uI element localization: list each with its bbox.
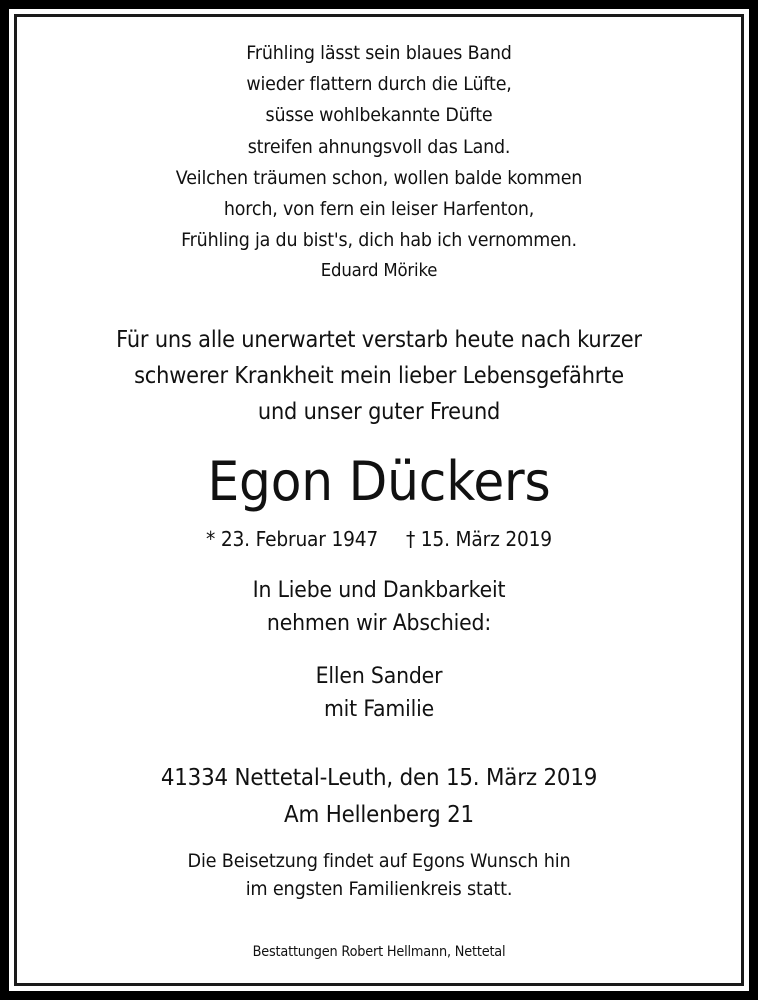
poem-line: süsse wohlbekannte Düfte <box>265 104 493 127</box>
mourner-family: mit Familie <box>323 697 435 722</box>
place-and-address <box>27 760 732 834</box>
poem-line: Veilchen träumen schon, wollen balde kommen <box>175 166 583 189</box>
deceased-name: Egon Dückers <box>207 450 551 513</box>
burial-line: im engsten Familienkreis statt. <box>245 878 513 900</box>
poem-line: wieder flattern durch die Lüfte, <box>246 73 512 96</box>
life-dates-line <box>27 525 732 553</box>
deceased-name-block <box>27 449 732 515</box>
poem-line: Frühling ja du bist's, dich hab ich vernommen. <box>181 229 577 252</box>
poem-line: streifen ahnungsvoll das Land. <box>247 135 511 158</box>
farewell-message <box>27 574 732 640</box>
street-address: Am Hellenberg 21 <box>284 802 474 828</box>
announcement-line: Für uns alle unerwartet verstarb heute nach kurzer <box>116 327 642 353</box>
mourners <box>27 660 732 726</box>
poem-author <box>30 259 727 283</box>
death-announcement <box>34 322 724 430</box>
poem-line: Frühling lässt sein blaues Band <box>246 42 512 64</box>
birth-date: * 23. Februar 1947 <box>206 527 379 551</box>
life-dates <box>27 525 732 553</box>
death-date: † 15. März 2019 <box>405 527 552 551</box>
burial-line: Die Beisetzung findet auf Egons Wunsch hin <box>187 850 571 872</box>
place-date-line: 41334 Nettetal-Leuth, den 15. März 2019 <box>160 765 598 791</box>
funeral-home-credit <box>30 942 727 962</box>
announcement-line: und unser guter Freund <box>257 399 501 425</box>
poem-author-name: Eduard Mörike <box>320 260 438 281</box>
announcement-line: schwerer Krankheit mein lieber Lebensgefährte <box>134 363 624 389</box>
funeral-home-name: Bestattungen Robert Hellmann, Nettetal <box>252 944 506 960</box>
poem-line: horch, von fern ein leiser Harfenton, <box>223 198 535 221</box>
burial-information <box>27 847 732 903</box>
farewell-line: In Liebe und Dankbarkeit <box>252 578 506 603</box>
farewell-line: nehmen wir Abschied: <box>266 611 492 636</box>
poem <box>30 38 727 256</box>
mourner-name: Ellen Sander <box>315 664 443 689</box>
